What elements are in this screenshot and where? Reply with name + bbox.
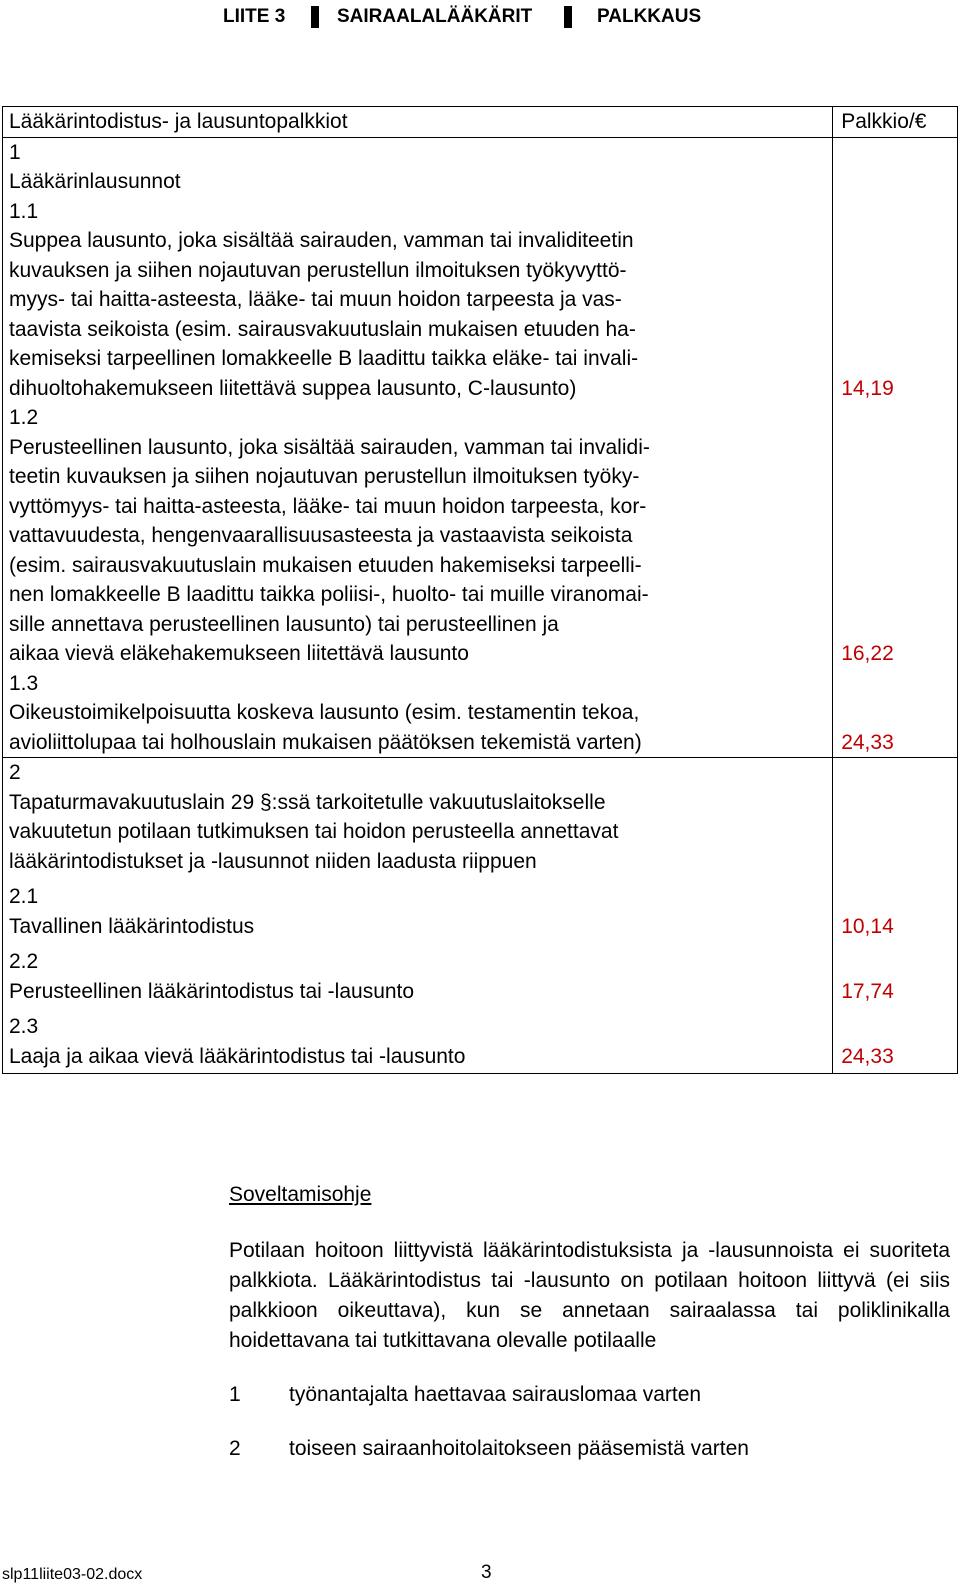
amount-header: Palkkio/€	[833, 107, 958, 138]
table-title: Lääkärintodistus- ja lausuntopalkkiot	[3, 107, 833, 138]
footer-filename: slp11liite03-02.docx	[2, 1566, 143, 1583]
item-line: kemiseksi tarpeellinen lomakkeelle B laadittu taikka eläke- tai invali-	[9, 347, 639, 370]
item-line: Perusteellinen lausunto, joka sisältää sairauden, vamman tai invalidi-	[9, 435, 650, 459]
item-line: sille annettava perusteellinen lausunto) tai perusteellinen ja	[9, 612, 559, 636]
guidance-heading: Soveltamisohje	[229, 1183, 372, 1206]
amount-value: 16,22	[841, 642, 894, 665]
amount-value: 24,33	[841, 730, 894, 754]
amount-value: 14,19	[841, 376, 894, 400]
item-number: 2.1	[9, 885, 39, 908]
item-line: kuvauksen ja siihen nojautuvan perustellun ilmoituksen työkyvyttö-	[9, 258, 627, 282]
item-line: taavista seikoista (esim. sairausvakuutuslain mukaisen etuuden ha-	[9, 317, 636, 341]
guidance-item-text: toiseen sairaanhoitolaitokseen pääsemistä varten	[289, 1437, 749, 1460]
amount-value: 17,74	[841, 979, 894, 1003]
section-2-row	[3, 758, 958, 1074]
item-line: myys- tai haitta-asteesta, lääke- tai muun hoidon tarpeesta ja vas-	[9, 288, 622, 311]
guidance-list-item	[229, 1434, 950, 1464]
item-line: vattavuudesta, hengenvaarallisuusasteesta ja vastaavista seikoista	[9, 524, 633, 547]
page-header	[0, 6, 960, 28]
item-line: dihuoltohakemukseen liitettävä suppea lausunto, C-lausunto)	[9, 376, 577, 400]
item-number: 1.2	[9, 406, 39, 429]
item-number: 2.2	[9, 950, 39, 973]
item-number: 2.3	[9, 1015, 39, 1038]
guidance-item-number: 2	[229, 1437, 241, 1460]
amount-value: 10,14	[841, 914, 894, 938]
item-line: avioliittolupaa tai holhouslain mukaisen päätöksen tekemistä varten)	[9, 730, 642, 754]
item-line: Perusteellinen lääkärintodistus tai -lausunto	[9, 979, 415, 1003]
guidance-paragraph: Potilaan hoitoon liittyvistä lääkärintodistuksista ja -lausunnoista ei suoriteta palkkiota. Lääkärintodistus tai -lausunto on potilaan hoitoon liittyvä (ei siis palkkioon oikeuttava), kun se annetaan sairaalassa tai poliklinikalla hoidettavana tai tutkittavana olevalle potilaalle	[229, 1239, 950, 1352]
amount-value: 24,33	[841, 1044, 894, 1068]
item-number: 1.3	[9, 671, 39, 695]
item-line: aikaa vievä eläkehakemukseen liitettävä lausunto	[9, 642, 469, 665]
item-line: nen lomakkeelle B laadittu taikka poliisi-, huolto- tai muille viranomai-	[9, 583, 649, 606]
guidance-item-text: työnantajalta haettavaa sairauslomaa varten	[289, 1383, 702, 1406]
guidance-list-item	[229, 1380, 950, 1410]
item-number: 1.1	[9, 199, 39, 223]
section-1-row	[3, 137, 958, 758]
header-section: PALKKAUS	[597, 6, 702, 27]
section-label: Lääkärinlausunnot	[9, 170, 181, 193]
section-label: Tapaturmavakuutuslain 29 §:ssä tarkoitetulle vakuutuslaitokselle	[9, 790, 606, 814]
section-label: vakuutetun potilaan tutkimuksen tai hoidon perusteella annettavat	[9, 820, 619, 843]
guidance-section	[229, 1180, 950, 1464]
header-group: SAIRAALALÄÄKÄRIT	[337, 6, 533, 27]
header-liite: LIITE 3	[223, 6, 286, 27]
item-line: teetin kuvauksen ja siihen nojautuvan perustellun ilmoituksen työky-	[9, 465, 640, 488]
item-line: Laaja ja aikaa vievä lääkärintodistus tai -lausunto	[9, 1044, 466, 1068]
item-line: Tavallinen lääkärintodistus	[9, 914, 255, 938]
section-number: 1	[9, 140, 21, 164]
fee-table	[2, 106, 958, 1074]
header-separator	[311, 6, 319, 28]
item-line: vyttömyys- tai haitta-asteesta, lääke- tai muun hoidon tarpeesta, kor-	[9, 494, 647, 518]
item-line: (esim. sairausvakuutuslain mukaisen etuuden hakemiseksi tarpeelli-	[9, 553, 642, 577]
item-line: Oikeustoimikelpoisuutta koskeva lausunto (esim. testamentin tekoa,	[9, 701, 640, 724]
table-header-row	[3, 107, 958, 138]
footer-page-number: 3	[481, 1562, 492, 1583]
section-number: 2	[9, 761, 21, 784]
section-label: lääkärintodistukset ja -lausunnot niiden laadusta riippuen	[9, 849, 537, 873]
header-separator	[564, 6, 572, 28]
guidance-item-number: 1	[229, 1383, 241, 1406]
item-line: Suppea lausunto, joka sisältää sairauden, vamman tai invaliditeetin	[9, 229, 634, 252]
